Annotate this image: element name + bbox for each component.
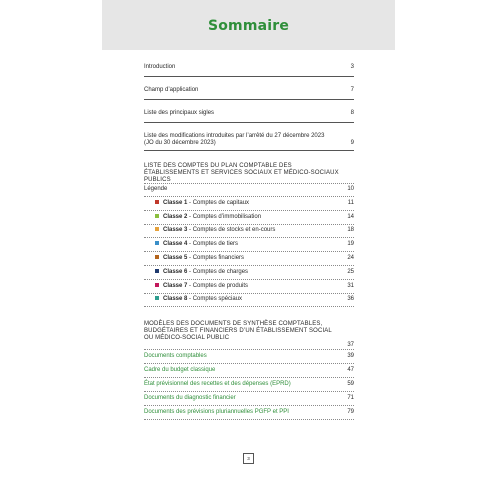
class-number: Classe 7 (163, 282, 188, 289)
toc-entry-document[interactable] (144, 364, 354, 378)
class-entry-label (155, 200, 344, 207)
toc-entry[interactable] (144, 64, 354, 77)
toc-entry-document[interactable] (144, 406, 354, 420)
class-number: Classe 3 (163, 227, 188, 234)
toc-entry-page: 18 (347, 227, 354, 234)
class-entry-label (155, 255, 344, 262)
toc-entry-page: 8 (350, 110, 354, 116)
toc-entry-page: 25 (347, 268, 354, 275)
toc-entry-page: 47 (347, 367, 354, 374)
class-number: Classe 2 (163, 213, 188, 220)
class-description: - Comptes de stocks et en-cours (187, 227, 276, 234)
class-entry-label (155, 269, 344, 276)
class-description: - Comptes de charges (187, 268, 249, 275)
toc-entry-legend[interactable] (144, 186, 354, 197)
toc-entry-page: 37 (347, 342, 354, 349)
toc-entry[interactable] (144, 87, 354, 100)
class-color-swatch (155, 283, 159, 287)
class-description: - Comptes de tiers (187, 241, 239, 248)
toc-entry-page: 11 (347, 199, 354, 206)
toc-entry-page: 9 (350, 140, 354, 146)
toc-entry-document[interactable] (144, 378, 354, 392)
class-number: Classe 5 (163, 255, 188, 262)
class-color-swatch (155, 200, 159, 204)
toc-entry-label: Introduction (144, 64, 176, 70)
class-entry-label (155, 214, 344, 221)
class-number: Classe 6 (163, 268, 188, 275)
class-color-swatch (155, 214, 159, 218)
class-entry[interactable] (144, 280, 354, 294)
class-entry[interactable] (144, 225, 354, 239)
class-number: Classe 8 (163, 296, 188, 303)
document-page (102, 0, 395, 496)
class-entry-label (155, 296, 344, 303)
class-description: - Comptes financiers (187, 255, 245, 262)
toc-entry-label: Documents du diagnostic financier (144, 395, 236, 402)
toc-entry-label: Documents des prévisions pluriannuelles PGFP et PPI (144, 409, 289, 416)
page-title: Sommaire (207, 18, 290, 34)
class-description: - Comptes de produits (187, 282, 249, 289)
toc-entry-page: 14 (347, 213, 354, 220)
class-color-swatch (155, 296, 159, 300)
table-of-contents (144, 64, 354, 420)
class-description: - Comptes d’immobilisation (187, 213, 262, 220)
page-number: 3 (243, 453, 254, 464)
toc-entry-page: 24 (347, 255, 354, 262)
toc-entry-document[interactable] (144, 392, 354, 406)
toc-entry-page: 10 (347, 186, 354, 192)
toc-entry-page: 39 (347, 353, 354, 360)
class-color-swatch (155, 241, 159, 245)
class-entry-label (155, 241, 344, 248)
class-entry[interactable] (144, 238, 354, 252)
class-number: Classe 1 (163, 199, 188, 206)
toc-entry-page: 31 (347, 282, 354, 289)
document-list (144, 350, 354, 420)
toc-entry-label: Cadre du budget classique (144, 367, 216, 374)
class-description: - Comptes de capitaux (187, 199, 250, 206)
class-color-swatch (155, 227, 159, 231)
class-entry[interactable] (144, 266, 354, 280)
toc-entry-page: 79 (347, 409, 354, 416)
class-entry[interactable] (144, 197, 354, 211)
class-color-swatch (155, 269, 159, 273)
class-entry-label (155, 227, 344, 234)
toc-entry[interactable] (144, 133, 354, 151)
class-description: - Comptes spéciaux (187, 296, 243, 303)
toc-entry-page: 36 (347, 296, 354, 303)
toc-entry-label: État prévisionnel des recettes et des dépenses (EPRD) (144, 381, 291, 388)
toc-entry-page: 71 (347, 395, 354, 402)
section-heading (144, 163, 354, 184)
class-entry[interactable] (144, 252, 354, 266)
class-entry[interactable] (144, 294, 354, 308)
class-entry[interactable] (144, 211, 354, 225)
toc-entry-label: Liste des modifications introduites par l’arrêté du 27 décembre 2023 (JO du 30 décembre 2023) (144, 133, 325, 146)
class-entry-label (155, 283, 344, 290)
class-list (144, 197, 354, 307)
toc-entry-page: 3 (350, 64, 354, 70)
section-heading-label: LISTE DES COMPTES DU PLAN COMPTABLE DES ÉTABLISSEMENTS ET SERVICES SOCIAUX ET MÉDICO-SOCIAUX PUBLICS (144, 163, 339, 183)
section-heading[interactable] (144, 321, 354, 350)
toc-entry-page: 59 (347, 381, 354, 388)
toc-entry-document[interactable] (144, 350, 354, 364)
class-number: Classe 4 (163, 241, 188, 248)
toc-entry[interactable] (144, 110, 354, 123)
toc-entry-label: Légende (144, 186, 168, 192)
toc-entry-page: 19 (347, 241, 354, 248)
toc-entry-label: Champ d’application (144, 87, 199, 93)
class-color-swatch (155, 255, 159, 259)
toc-entry-label: Liste des principaux sigles (144, 110, 215, 116)
toc-entry-page: 7 (350, 87, 354, 93)
section-heading-label: MODÈLES DES DOCUMENTS DE SYNTHÈSE COMPTABLES, BUDGÉTAIRES ET FINANCIERS D’UN ÉTABLISSEMENT SOCIAL OU MÉDICO-SOCIAL PUBLIC (144, 321, 332, 342)
toc-entry-label: Documents comptables (144, 353, 207, 360)
